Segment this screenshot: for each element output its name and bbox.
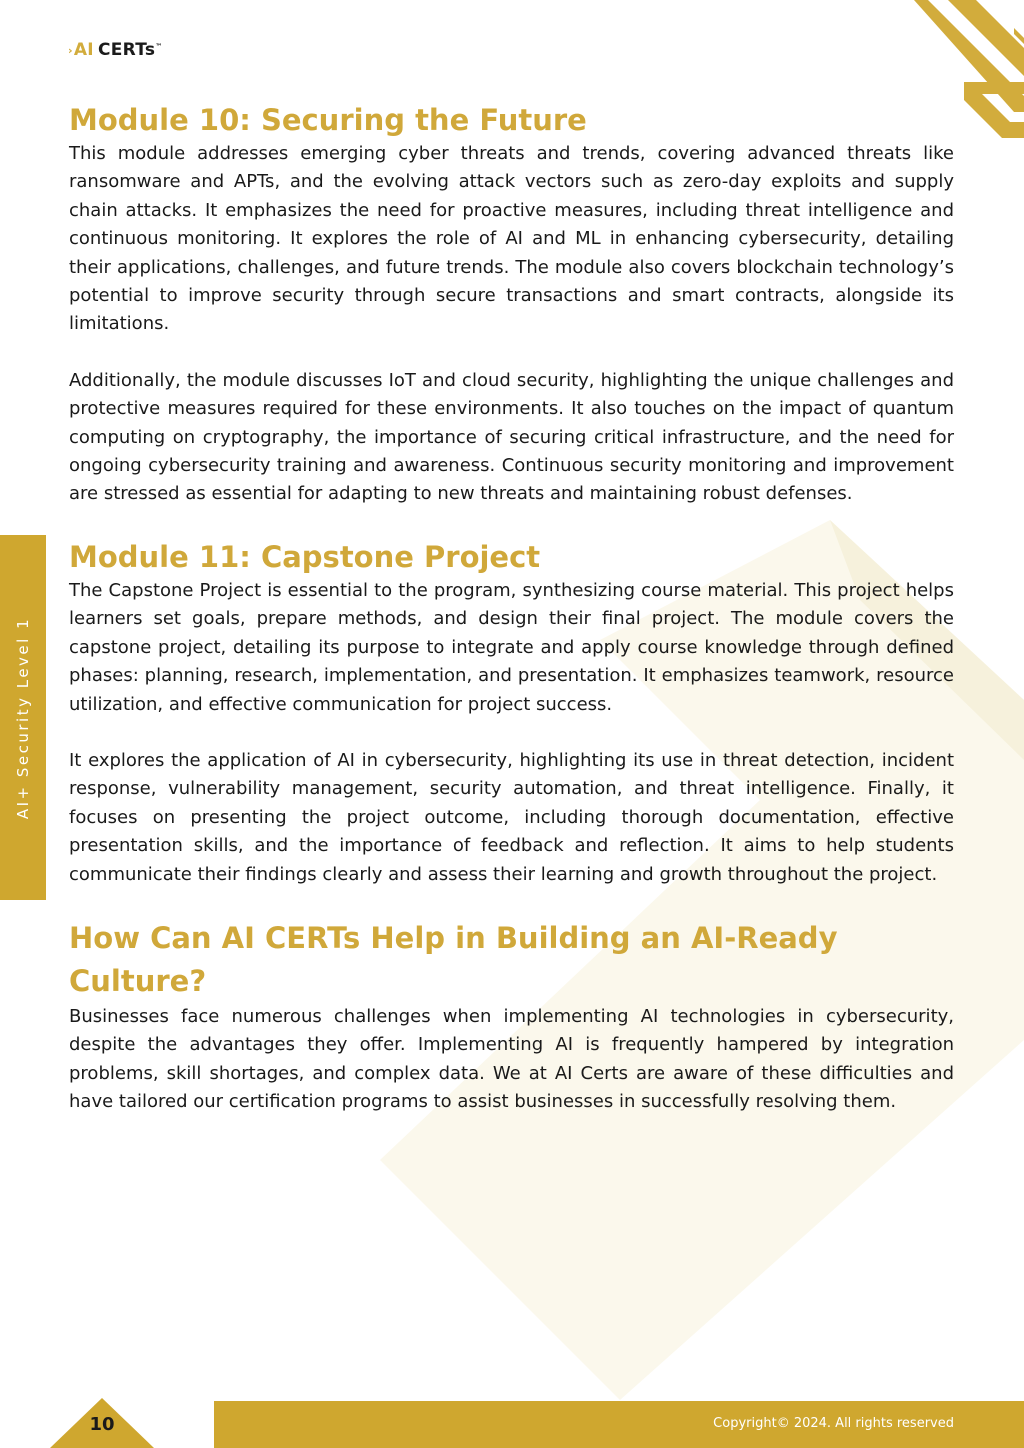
ai-ready-culture-paragraph: Businesses face numerous challenges when implementing AI technologies in cybersecurity, despite the advantages they offer. Implementing AI is frequently hampered by integration problems, skill shortages, and complex data. We at AI Certs are aware of these difficulties and have tailored our certification programs to assist businesses in successfully resolving them.	[69, 1005, 954, 1113]
side-tab-label: AI+ Security Level 1	[14, 616, 33, 819]
ai-ready-culture-section	[69, 917, 954, 1117]
module-10-paragraph-1: This module addresses emerging cyber threats and trends, covering advanced threats like ransomware and APTs, and the evolving attack vectors such as zero-day exploits and supply chain attacks. It emphasizes the need for proactive measures, including threat intelligence and continuous monitoring. It explores the role of AI and ML in enhancing cybersecurity, detailing their applications, challenges, and future trends. The module also covers blockchain technology’s potential to improve security through secure transactions and smart contracts, alongside its limitations.	[69, 143, 954, 335]
logo-ai-text: AI	[73, 40, 94, 60]
side-tab	[0, 535, 46, 900]
module-11-heading: Module 11: Capstone Project	[69, 539, 541, 574]
logo-certs-word: CERTs	[97, 40, 156, 60]
ai-ready-culture-heading: How Can AI CERTs Help in Building an AI-Ready Culture?	[69, 920, 838, 998]
page-content	[69, 100, 954, 1117]
module-10-heading: Module 10: Securing the Future	[69, 103, 587, 137]
module-11-section	[69, 537, 954, 889]
footer-bar	[214, 1401, 1024, 1448]
page-number: 10	[89, 1414, 115, 1435]
copyright-text: Copyright© 2024. All rights reserved	[713, 1416, 954, 1431]
module-10-paragraph-2: Additionally, the module discusses IoT and cloud security, highlighting the unique challenges and protective measures required for these environments. It also touches on the impact of quantum computing on cryptography, the importance of securing critical infrastructure, and the need for ongoing cybersecurity training and awareness. Continuous security monitoring and improvement are stressed as essential for adapting to new threats and maintaining robust defenses.	[69, 369, 954, 505]
module-11-paragraph-1: The Capstone Project is essential to the program, synthesizing course material. This project helps learners set goals, prepare methods, and design their final project. The module covers the capstone project, detailing its purpose to integrate and apply course knowledge through defined phases: planning, research, implementation, and presentation. It emphasizes teamwork, resource utilization, and effective communication for project success.	[69, 579, 954, 715]
logo-trademark: ™	[155, 42, 163, 51]
logo-certs-text	[98, 40, 163, 60]
ai-certs-logo	[68, 40, 163, 60]
logo-mark-icon: ›	[68, 43, 73, 57]
module-11-paragraph-2: It explores the application of AI in cybersecurity, highlighting its use in threat detection, incident response, vulnerability management, security automation, and threat intelligence. Finally, it focuses on presenting the project outcome, including thorough documentation, effective presentation skills, and the importance of feedback and reflection. It aims to help students communicate their findings clearly and assess their learning and growth throughout the project.	[69, 749, 954, 885]
module-10-section	[69, 100, 954, 509]
